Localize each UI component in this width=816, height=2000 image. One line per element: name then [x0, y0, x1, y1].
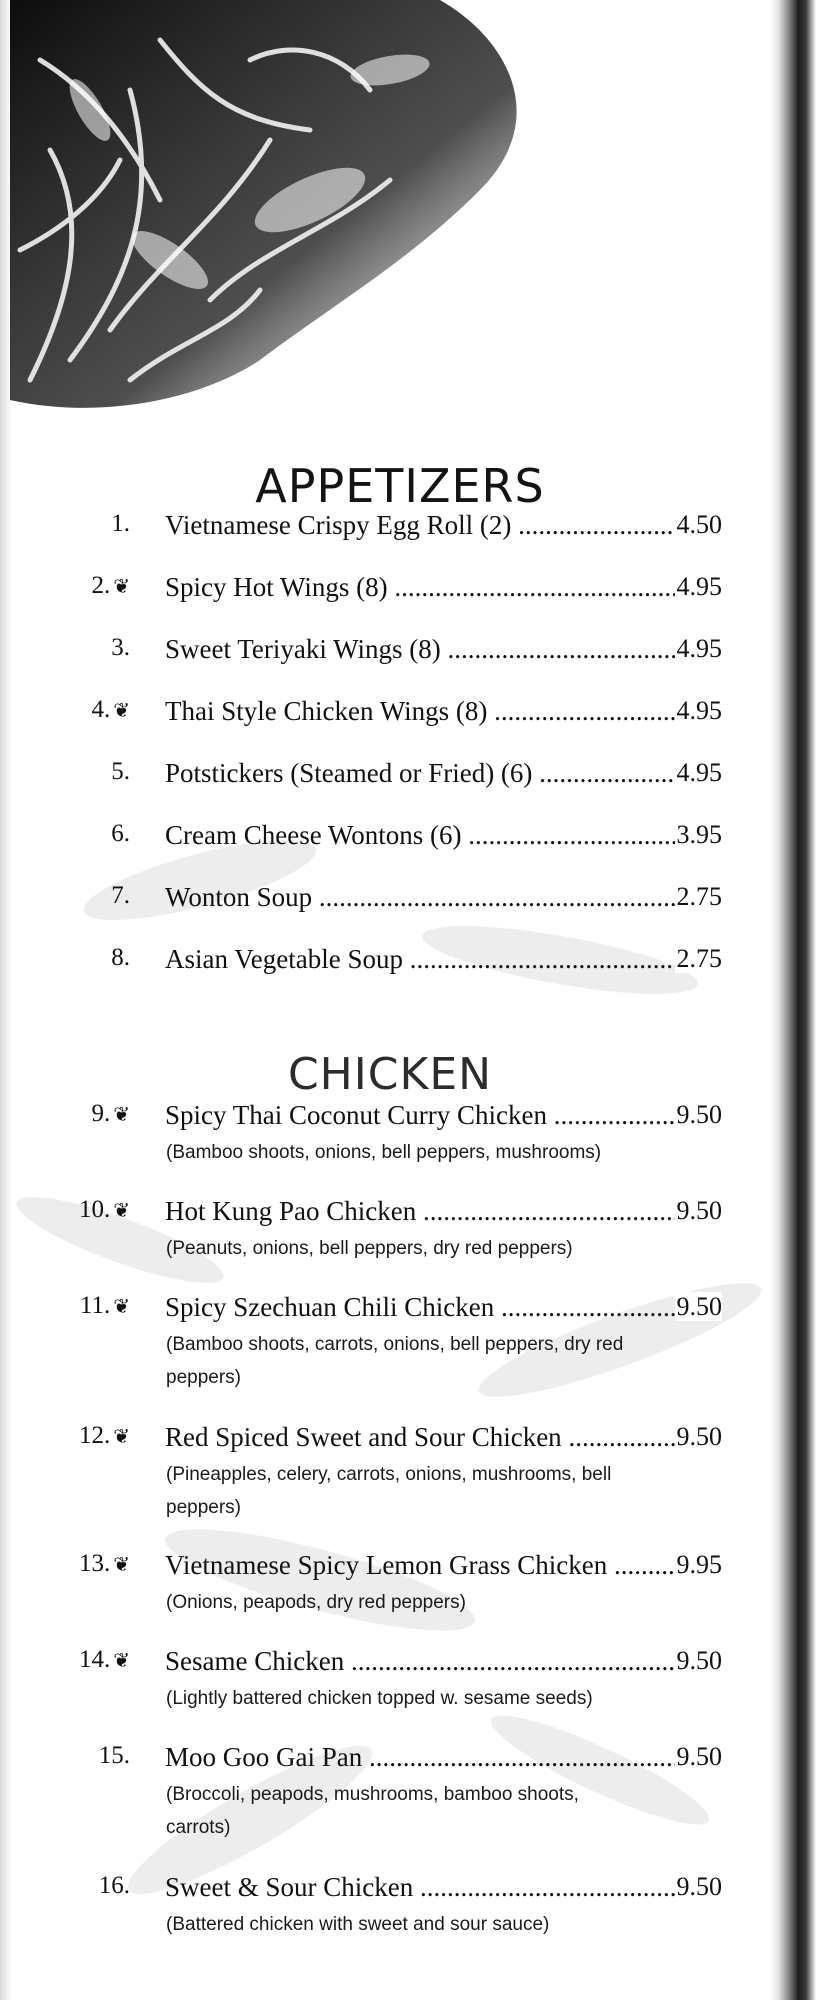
menu-item-name: Cream Cheese Wontons (6) .....	[165, 820, 721, 851]
menu-item-number: 12. ❦	[78, 1422, 130, 1449]
menu-item-number: 16.	[98, 1872, 130, 1899]
menu-item-name: Vietnamese Spicy Lemon Grass Chicken .....	[165, 1550, 721, 1581]
menu-item-price-text: 3.95	[676, 820, 722, 849]
menu-item-price	[668, 510, 722, 540]
menu-item-price	[668, 634, 722, 664]
menu-item-name: Sesame Chicken .....	[165, 1646, 721, 1677]
menu-item-name: Hot Kung Pao Chicken .....	[165, 1196, 721, 1227]
menu-item-name: Wonton Soup .....	[165, 882, 721, 913]
menu-item-price-text: 4.95	[676, 696, 722, 725]
menu-item-description: (Broccoli, peapods, mushrooms, bamboo shoots, carrots)	[166, 1784, 579, 1838]
menu-item-price-text: 9.50	[676, 1646, 722, 1675]
menu-item-number: 15.	[98, 1742, 130, 1769]
menu-item-name: Potstickers (Steamed or Fried) (6) .....	[165, 758, 721, 789]
menu-item-number: 10. ❦	[78, 1196, 130, 1223]
menu-item-name: Thai Style Chicken Wings (8) .....	[165, 696, 721, 727]
chili-pepper-icon: ❦	[113, 1200, 130, 1222]
menu-item-price	[668, 696, 722, 726]
menu-item-price	[668, 1100, 722, 1130]
menu-item-price	[668, 1742, 722, 1772]
menu-item-price	[668, 820, 722, 850]
menu-item-description: (Onions, peapods, dry red peppers)	[166, 1592, 466, 1613]
menu-item-price	[668, 1872, 722, 1902]
menu-item-price-text: 4.95	[676, 634, 722, 663]
menu-item-price-text: 9.50	[676, 1872, 722, 1901]
menu-item-price	[668, 1196, 722, 1226]
menu-item-price-text: 2.75	[676, 944, 722, 973]
menu-item-price	[668, 944, 722, 974]
menu-item-name: Asian Vegetable Soup .....	[165, 944, 721, 975]
menu-item-name: Sweet Teriyaki Wings (8) .....	[165, 634, 721, 665]
menu-item-price-text: 9.50	[676, 1196, 722, 1225]
chili-pepper-icon: ❦	[113, 700, 130, 722]
menu-item-number: 13. ❦	[78, 1550, 130, 1577]
menu-item-price	[668, 572, 722, 602]
chili-pepper-icon: ❦	[113, 1104, 130, 1126]
menu-item-price-text: 9.50	[676, 1422, 722, 1451]
menu-item-number: 5.	[111, 758, 130, 785]
menu-item-price-text: 9.95	[676, 1550, 722, 1579]
foliage-illustration	[10, 0, 550, 420]
menu-item-number: 4. ❦	[91, 696, 130, 723]
chili-pepper-icon: ❦	[113, 1554, 130, 1576]
menu-item-number: 1.	[111, 510, 130, 537]
menu-item-price-text: 9.50	[676, 1292, 722, 1321]
binding-spine	[770, 0, 816, 2000]
menu-item-price-text: 9.50	[676, 1100, 722, 1129]
menu-item-number: 11. ❦	[79, 1292, 130, 1319]
menu-item-description: (Bamboo shoots, carrots, onions, bell peppers, dry red peppers)	[166, 1334, 624, 1388]
menu-item-number: 3.	[111, 634, 130, 661]
chili-pepper-icon: ❦	[113, 1296, 130, 1318]
menu-item-price-text: 4.50	[676, 510, 722, 539]
menu-item-name: Spicy Szechuan Chili Chicken .....	[165, 1292, 721, 1323]
menu-item-price-text: 9.50	[676, 1742, 722, 1771]
menu-item-name: Red Spiced Sweet and Sour Chicken .....	[165, 1422, 721, 1453]
menu-item-number: 14. ❦	[78, 1646, 130, 1673]
menu-item-name: Vietnamese Crispy Egg Roll (2) .....	[165, 510, 721, 541]
menu-item-name: Spicy Thai Coconut Curry Chicken .....	[165, 1100, 721, 1131]
menu-item-description: (Lightly battered chicken topped w. sesame seeds)	[166, 1688, 593, 1709]
menu-item-price	[668, 1550, 722, 1580]
menu-item-price	[668, 1646, 722, 1676]
menu-item-description: (Battered chicken with sweet and sour sauce)	[166, 1914, 550, 1935]
menu-item-description: (Pineapples, celery, carrots, onions, mushrooms, bell peppers)	[166, 1464, 612, 1518]
menu-item-price	[668, 1422, 722, 1452]
menu-item-number: 7.	[111, 882, 130, 909]
menu-item-price-text: 4.95	[676, 572, 722, 601]
menu-item-number: 2. ❦	[91, 572, 130, 599]
menu-item-price-text: 2.75	[676, 882, 722, 911]
menu-item-name: Sweet & Sour Chicken .....	[165, 1872, 721, 1903]
menu-item-price	[668, 882, 722, 912]
menu-item-number: 9. ❦	[91, 1100, 130, 1127]
section-title-appetizers: APPETIZERS	[255, 458, 545, 513]
menu-item-number: 8.	[111, 944, 130, 971]
menu-item-description: (Peanuts, onions, bell peppers, dry red peppers)	[166, 1238, 573, 1259]
menu-item-price	[668, 1292, 722, 1322]
menu-item-price	[668, 758, 722, 788]
menu-item-name: Spicy Hot Wings (8) .....	[165, 572, 721, 603]
menu-item-number: 6.	[111, 820, 130, 847]
menu-item-name: Moo Goo Gai Pan .....	[165, 1742, 721, 1773]
chili-pepper-icon: ❦	[113, 1426, 130, 1448]
chili-pepper-icon: ❦	[113, 1650, 130, 1672]
menu-item-price-text: 4.95	[676, 758, 722, 787]
chili-pepper-icon: ❦	[113, 576, 130, 598]
section-title-chicken: CHICKEN	[287, 1049, 493, 1101]
menu-item-description: (Bamboo shoots, onions, bell peppers, mushrooms)	[166, 1142, 602, 1163]
